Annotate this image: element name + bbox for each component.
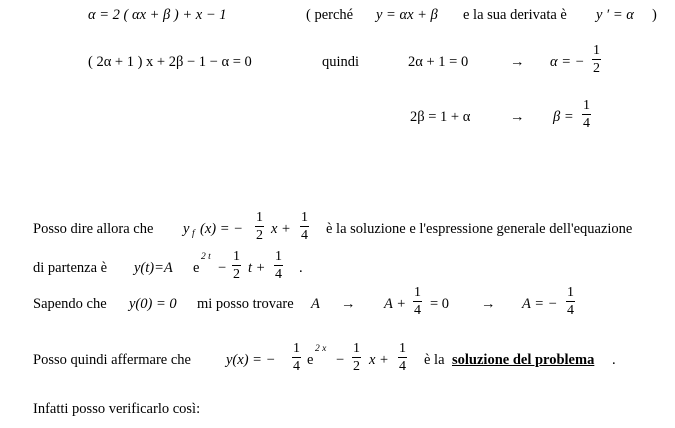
fraction-denominator: 2 xyxy=(256,228,263,243)
p2-fraction-1 xyxy=(232,250,241,282)
equation-beta-condition: 2β = 1 + α xyxy=(410,109,471,125)
p4-x-plus: x + xyxy=(369,352,389,368)
p4-fraction-3 xyxy=(398,342,407,374)
p3-A: A xyxy=(311,296,320,312)
p3-y0: y(0) = 0 xyxy=(129,296,177,312)
equation-alpha-expansion: α = 2 ( αx + β ) + x − 1 xyxy=(88,7,227,23)
fraction-numerator: 1 xyxy=(353,341,360,356)
p1-fraction-2 xyxy=(300,211,309,243)
p2-t-plus: t + xyxy=(248,260,266,276)
arrow-1: → xyxy=(510,54,525,70)
p2-text-a: di partenza è xyxy=(33,260,108,276)
p5-text: Infatti posso verificarlo così: xyxy=(33,401,201,417)
p4-text-b: è la xyxy=(424,352,445,368)
equation-alpha-condition: 2α + 1 = 0 xyxy=(408,54,469,70)
p1-x-arg: (x) = − xyxy=(200,221,243,237)
fraction-numerator: 1 xyxy=(399,341,406,356)
fraction-numerator: 1 xyxy=(301,210,308,225)
p3-arrow-2: → xyxy=(481,296,496,312)
fraction-numerator: 1 xyxy=(233,249,240,264)
arrow-2: → xyxy=(510,109,525,125)
fraction-alpha xyxy=(592,44,601,76)
fraction-numerator: 1 xyxy=(293,341,300,356)
fraction-denominator: 4 xyxy=(293,359,300,374)
text-quindi: quindi xyxy=(322,54,360,70)
fraction-numerator: 1 xyxy=(275,249,282,264)
p2-fraction-2 xyxy=(274,250,283,282)
p4-exponent: 2 x xyxy=(315,344,327,354)
p3-text-a: Sapendo che xyxy=(33,296,107,312)
p2-minus: − xyxy=(218,260,227,276)
p2-e: e xyxy=(193,260,200,276)
p1-x-plus: x + xyxy=(271,221,291,237)
p4-minus: − xyxy=(336,352,345,368)
fraction-denominator: 4 xyxy=(399,359,406,374)
p1-y: y xyxy=(183,221,190,237)
equation-collected: ( 2α + 1 ) x + 2β − 1 − α = 0 xyxy=(88,54,252,70)
fraction-beta xyxy=(582,99,591,131)
p3-fraction-1 xyxy=(413,286,422,318)
p4-text-a: Posso quindi affermare che xyxy=(33,352,191,368)
fraction-numerator: 1 xyxy=(593,43,600,58)
fraction-denominator: 4 xyxy=(583,116,590,131)
fraction-numerator: 1 xyxy=(567,285,574,300)
p3-text-b: mi posso trovare xyxy=(197,296,294,312)
p4-e: e xyxy=(307,352,314,368)
fraction-denominator: 4 xyxy=(301,228,308,243)
fraction-denominator: 4 xyxy=(414,303,421,318)
p4-dot: . xyxy=(612,352,616,368)
p4-solution-emphasis: soluzione del problema xyxy=(452,352,595,368)
p3-A-result: A = − xyxy=(522,296,558,312)
text-paren-close: ) xyxy=(652,7,657,23)
fraction-denominator: 4 xyxy=(275,267,282,282)
fraction-denominator: 2 xyxy=(233,267,240,282)
equation-y-alpha-beta: y = αx + β xyxy=(376,7,438,23)
p4-yx: y(x) = − xyxy=(226,352,276,368)
beta-result-lhs: β = xyxy=(553,109,574,125)
p4-fraction-1 xyxy=(292,342,301,374)
text-perche: ( perché xyxy=(306,7,354,23)
equation-derivative: y ′ = α xyxy=(596,7,634,23)
alpha-result-lhs: α = − xyxy=(550,54,585,70)
p3-fraction-2 xyxy=(566,286,575,318)
p2-exponent: 2 t xyxy=(201,252,211,262)
p3-A-plus: A + xyxy=(384,296,407,312)
fraction-denominator: 2 xyxy=(353,359,360,374)
p1-y-subscript: f xyxy=(192,229,195,239)
text-derivata: e la sua derivata è xyxy=(463,7,567,23)
p1-text-a: Posso dire allora che xyxy=(33,221,154,237)
p1-fraction-1 xyxy=(255,211,264,243)
fraction-denominator: 4 xyxy=(567,303,574,318)
fraction-numerator: 1 xyxy=(583,98,590,113)
p1-text-b: è la soluzione e l'espressione generale dell'equazione xyxy=(326,221,633,237)
p2-yt: y(t)=A xyxy=(134,260,173,276)
fraction-numerator: 1 xyxy=(414,285,421,300)
p4-fraction-2 xyxy=(352,342,361,374)
p3-equals-zero: = 0 xyxy=(430,296,450,312)
p3-arrow-1: → xyxy=(341,296,356,312)
fraction-denominator: 2 xyxy=(593,61,600,76)
p2-dot: . xyxy=(299,260,303,276)
fraction-numerator: 1 xyxy=(256,210,263,225)
